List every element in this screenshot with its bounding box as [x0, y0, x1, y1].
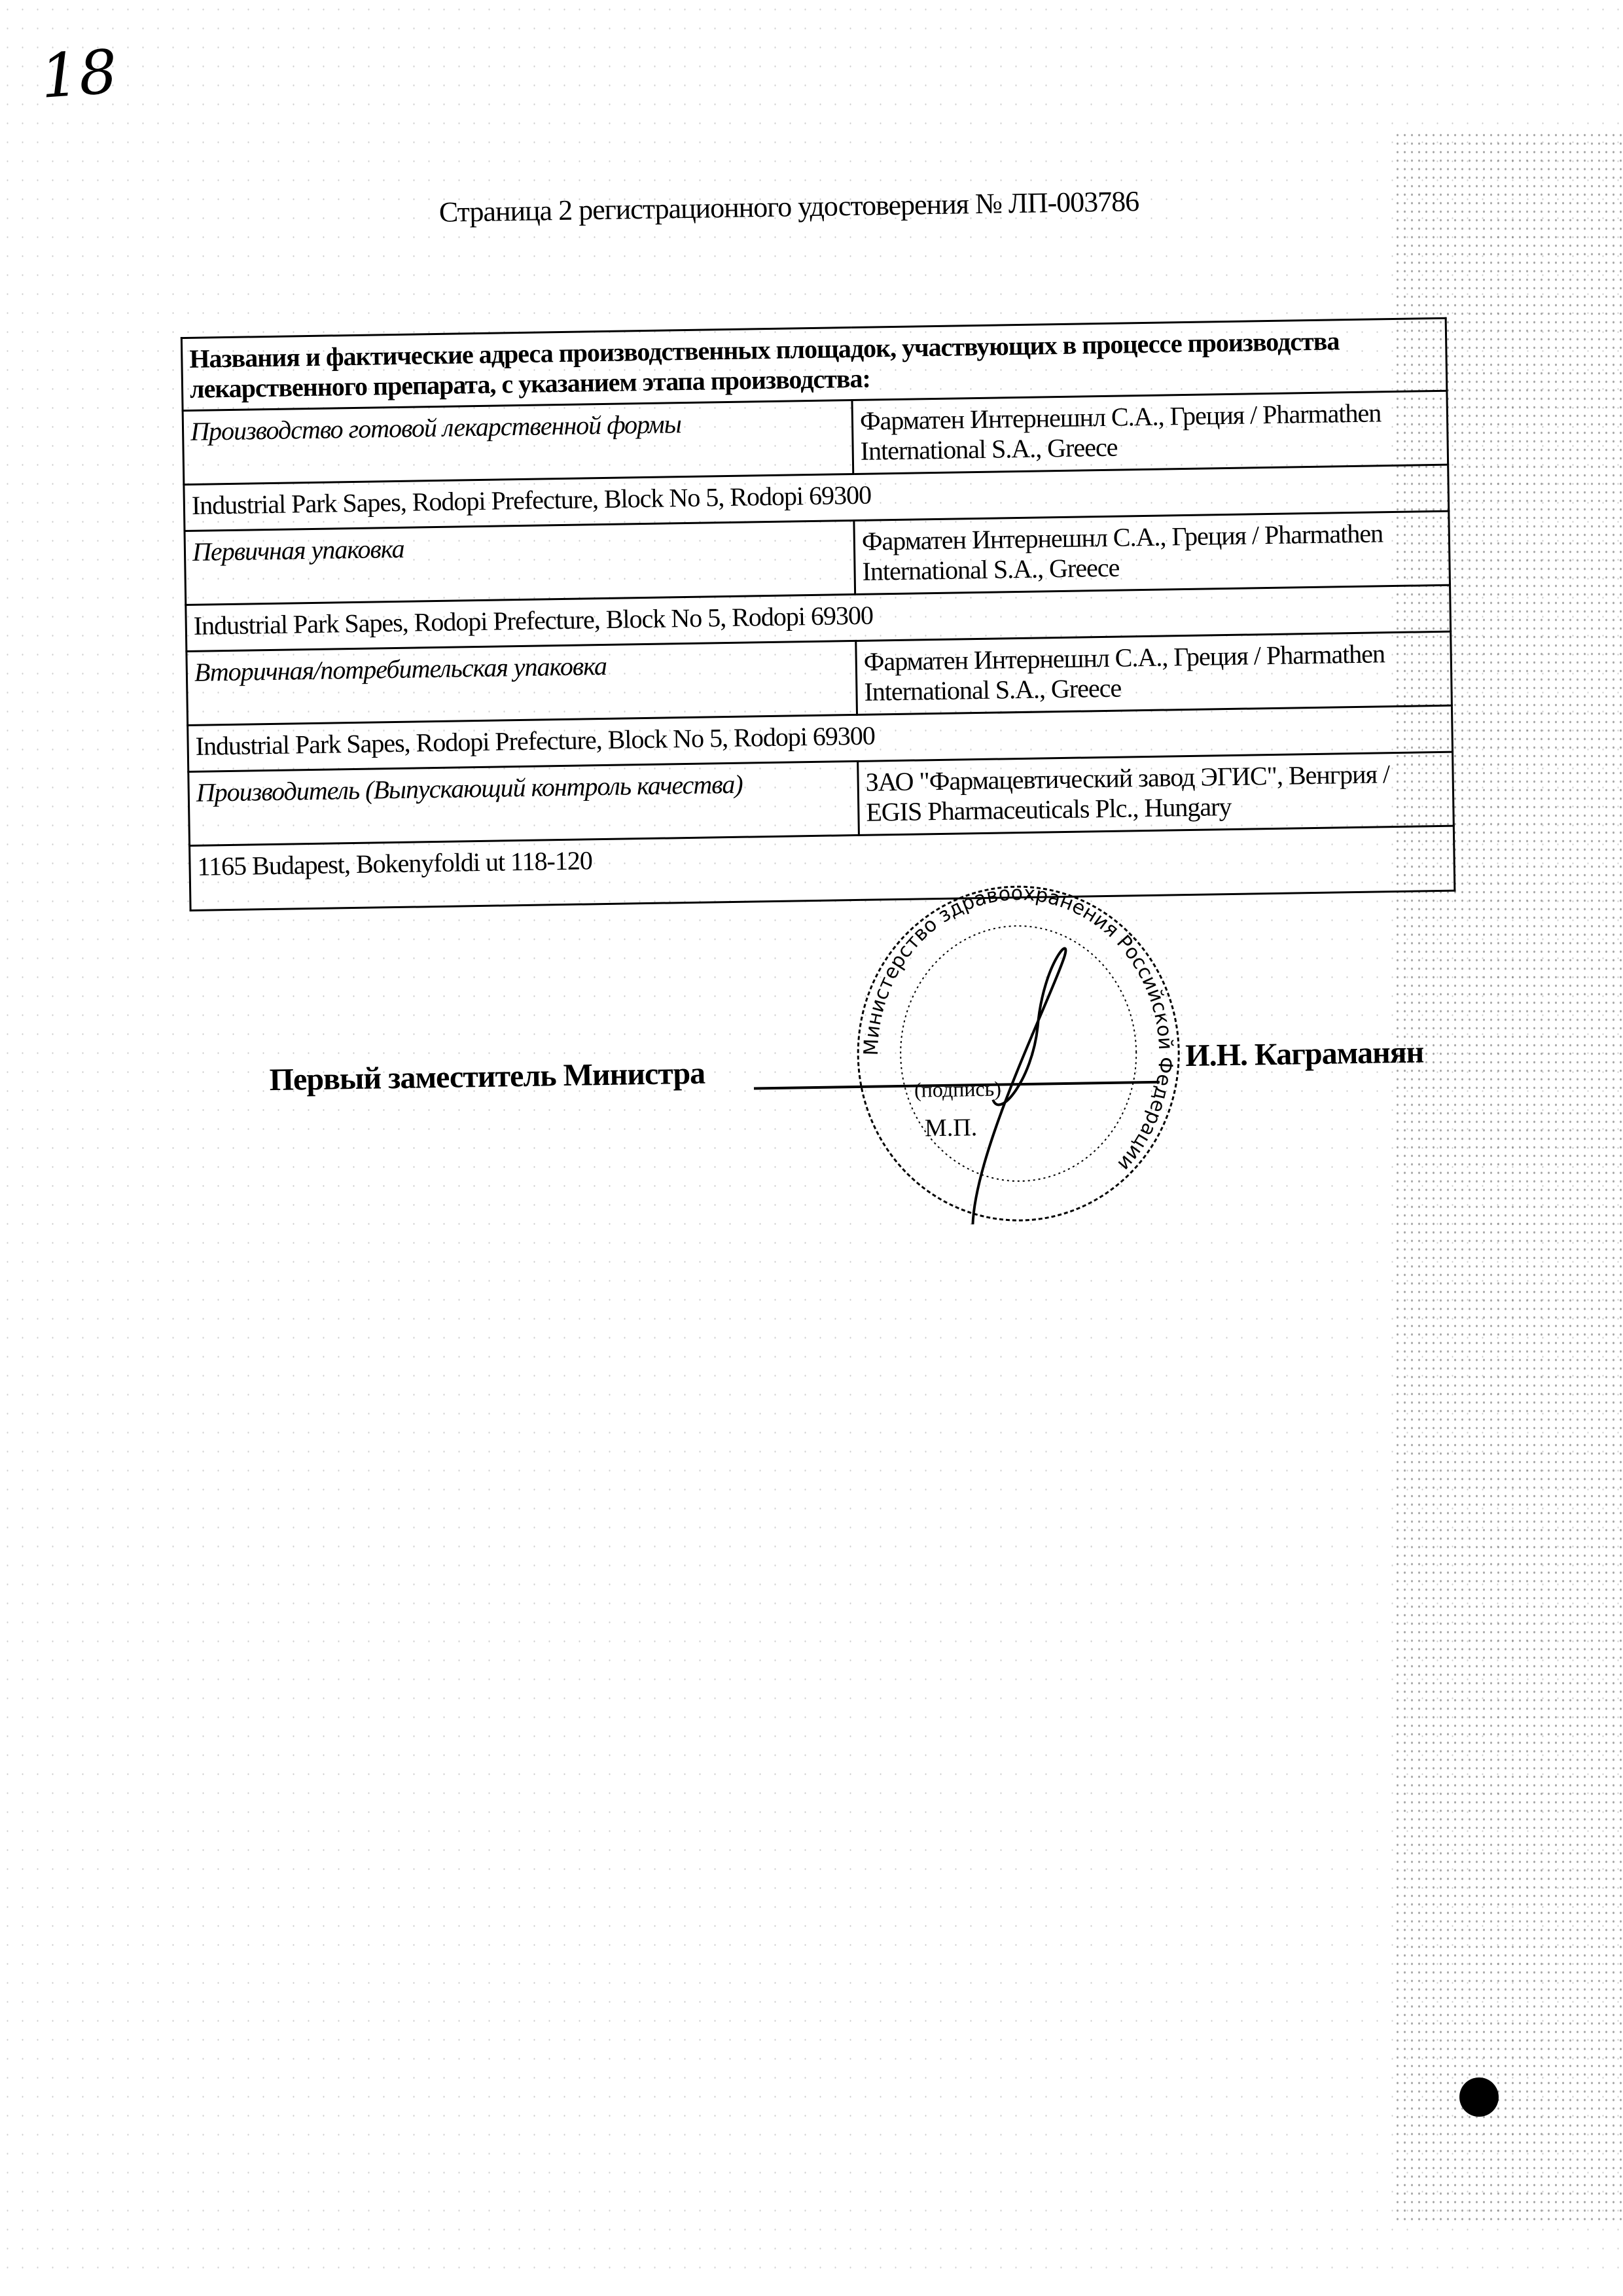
company-cell: Фарматен Интернешнл С.А., Греция / Pharmathen International S.A., Greece: [854, 511, 1450, 594]
company-cell: Фарматен Интернешнл С.А., Греция / Pharmathen International S.A., Greece: [856, 631, 1452, 715]
company-cell: ЗАО "Фармацевтический завод ЭГИС", Венгрия / EGIS Pharmaceuticals Plc., Hungary: [858, 752, 1454, 835]
page-title: Страница 2 регистрационного удостоверения № ЛП-003786: [438, 185, 1139, 228]
punch-hole-mark: [1459, 2077, 1499, 2117]
signatory-name: И.Н. Каграманян: [1185, 1034, 1424, 1074]
stage-cell: Производитель (Выпускающий контроль качества): [188, 761, 859, 845]
table-heading: Названия и фактические адреса производственных площадок, участвующих в процессе производства лекарственного препарата, с указанием этапа производства:: [181, 318, 1447, 410]
company-cell: Фарматен Интернешнл С.А., Греция / Pharmathen International S.A., Greece: [852, 391, 1448, 474]
address-cell: Industrial Park Sapes, Rodopi Prefecture, Block No 5, Rodopi 69300: [184, 465, 1449, 531]
stage-cell: Первичная упаковка: [185, 520, 855, 605]
signatory-position: Первый заместитель Министра: [269, 1055, 705, 1098]
address-cell: Industrial Park Sapes, Rodopi Prefecture, Block No 5, Rodopi 69300: [186, 585, 1451, 651]
stamp-text: Министерство здравоохранения Российской Федерации: [859, 882, 1177, 1176]
signature-caption: (подпись): [914, 1076, 1002, 1102]
seal-caption: М.П.: [924, 1114, 978, 1142]
official-stamp: [846, 881, 1191, 1226]
address-cell: Industrial Park Sapes, Rodopi Prefecture, Block No 5, Rodopi 69300: [188, 705, 1453, 771]
address-cell: 1165 Budapest, Bokenyfoldi ut 118-120: [190, 826, 1455, 910]
stage-cell: Производство готовой лекарственной формы: [183, 400, 853, 484]
stage-cell: Вторичная/потребительская упаковка: [187, 641, 857, 725]
handwritten-page-number: 18: [38, 37, 120, 112]
production-sites-table: [181, 317, 1456, 911]
